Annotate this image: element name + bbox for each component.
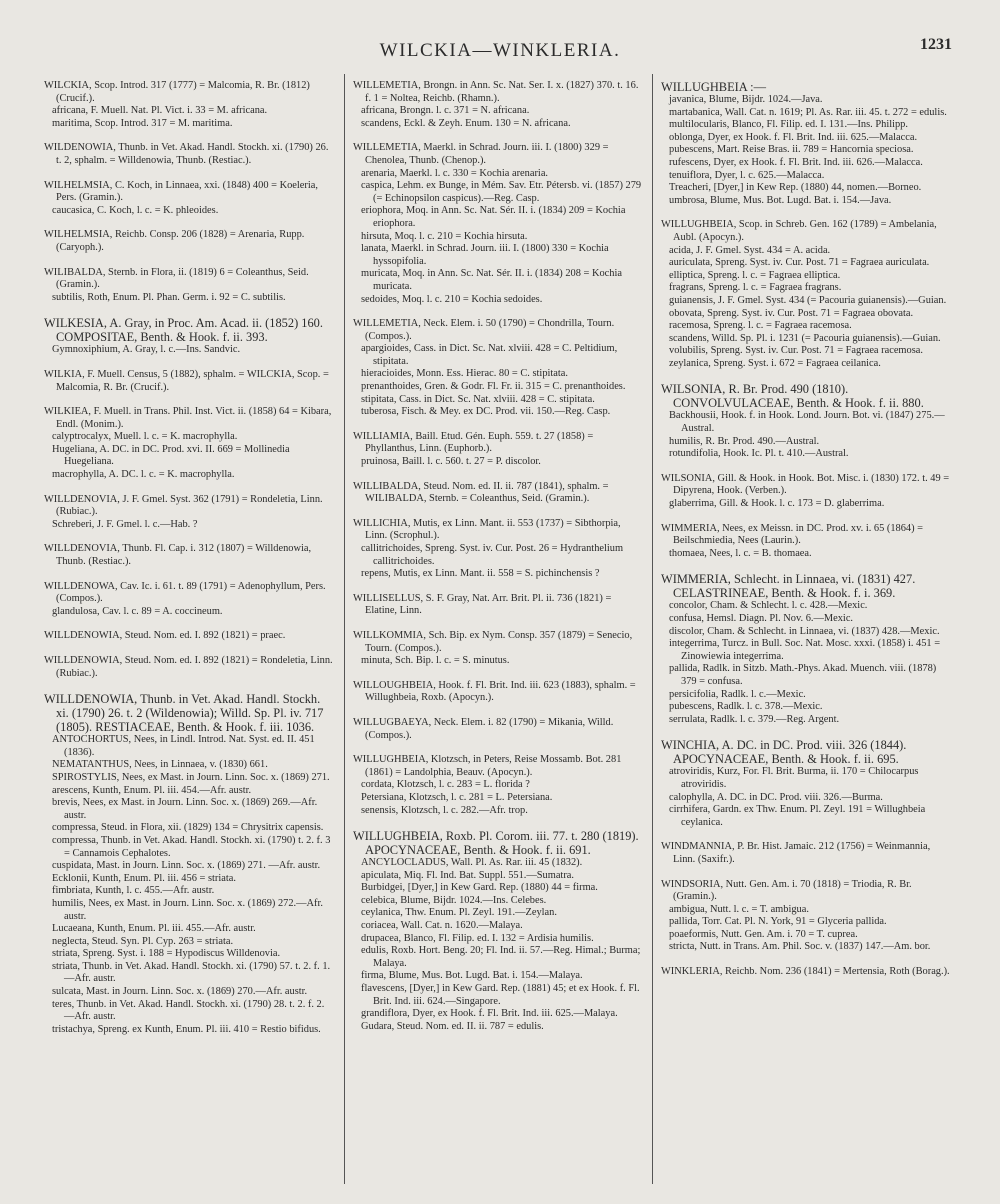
entry-sub-line: flavescens, [Dyer,] in Kew Gard. Rep. (1881) 45; et ex Hook. f. Fl. Brit. Ind. iii. 624.—Singapore. xyxy=(361,983,640,1007)
dictionary-entry xyxy=(353,318,642,419)
entry-sub-line: striata, Thunb. in Vet. Akad. Handl. Stockh. xi. (1790) 57. t. 2. f. 1.—Afr. austr. xyxy=(52,960,331,985)
entry-sub-line: zeylanica, Spreng. Syst. i. 672 = Fagraea ceilanica. xyxy=(669,357,881,369)
entry-sub-line: Treacheri, [Dyer,] in Kew Rep. (1880) 44, nomen.—Borneo. xyxy=(669,182,922,194)
entry-sub-line: pubescens, Radlk. l. c. 378.—Mexic. xyxy=(669,701,823,713)
entry-sub-line: apargioides, Cass. in Dict. Sc. Nat. xlviii. 428 = C. Peltidium, stipitata. xyxy=(361,343,618,367)
entry-headword-line: WILSONIA, Gill. & Hook. in Hook. Bot. Misc. i. (1830) 172. t. 49 = Dipyrena, Hook. (Verben.). xyxy=(661,472,950,497)
entry-sub-line: stricta, Nutt. in Trans. Am. Phil. Soc. v. (1837) 147.—Am. bor. xyxy=(669,941,931,953)
dictionary-entry xyxy=(661,473,950,511)
entry-sub-line: ANTOCHORTUS, Nees, in Lindl. Introd. Nat. Syst. ed. II. 451 (1836). xyxy=(52,734,315,758)
entry-sub-line: rotundifolia, Hook. Ic. Pl. t. 410.—Austral. xyxy=(669,448,849,460)
page-header xyxy=(0,34,1000,64)
dictionary-entry xyxy=(353,481,642,506)
entry-headword-line: WILCKIA, Scop. Introd. 317 (1777) = Malcomia, R. Br. (1812) (Crucif.). xyxy=(44,80,310,104)
entry-sub-line: firma, Blume, Mus. Bot. Lugd. Bat. i. 154.—Malaya. xyxy=(361,970,583,982)
entry-sub-line: minuta, Sch. Bip. l. c. = S. minutus. xyxy=(361,655,510,667)
entry-sub-line: tuberosa, Fisch. & Mey. ex DC. Prod. vii. 150.—Reg. Casp. xyxy=(361,406,611,418)
entry-sub-line: lanata, Maerkl. in Schrad. Journ. iii. I. (1800) 330 = Kochia hyssopifolia. xyxy=(361,243,609,267)
entry-sub-line: serrulata, Radlk. l. c. 379.—Reg. Argent. xyxy=(669,713,840,725)
entry-sub-line: caspica, Lehm. ex Bunge, in Mém. Sav. Etr. Pétersb. vi. (1857) 279 (= Echinopsilon caspicus).—Reg. Casp. xyxy=(361,180,642,204)
entry-sub-line: compressa, Steud. in Flora, xii. (1829) 134 = Chrysitrix capensis. xyxy=(52,822,324,834)
entry-sub-line: pruinosa, Baill. l. c. 560. t. 27 = P. discolor. xyxy=(361,456,541,468)
entry-sub-line: scandens, Eckl. & Zeyh. Enum. 130 = N. africana. xyxy=(361,117,571,129)
entry-sub-line: arescens, Kunth, Enum. Pl. iii. 454.—Afr. austr. xyxy=(52,784,252,796)
entry-sub-line: tristachya, Spreng. ex Kunth, Enum. Pl. iii. 410 = Restio bifidus. xyxy=(52,1023,321,1035)
entry-sub-line: cuspidata, Mast. in Journ. Linn. Soc. x. (1869) 271. —Afr. austr. xyxy=(52,860,321,872)
entry-sub-line: umbrosa, Blume, Mus. Bot. Lugd. Bat. i. 154.—Java. xyxy=(669,194,892,206)
entry-sub-line: scandens, Willd. Sp. Pl. i. 1231 (= Pacouria guianensis).—Guian. xyxy=(669,332,941,344)
entry-sub-line: Hugeliana, A. DC. in DC. Prod. xvi. II. 669 = Mollinedia Huegeliana. xyxy=(52,443,290,468)
dictionary-entry xyxy=(661,879,950,955)
entry-headword-line: WILLDENOWIA, Steud. Nom. ed. I. 892 (1821) = praec. xyxy=(44,630,286,642)
dictionary-entry xyxy=(661,841,950,866)
entry-sub-line: thomaea, Nees, l. c. = B. thomaea. xyxy=(669,547,812,559)
entry-sub-line: acida, J. F. Gmel. Syst. 434 = A. acida. xyxy=(669,244,831,256)
entry-sub-line: poaeformis, Nutt. Gen. Am. i. 70 = T. cuprea. xyxy=(669,928,858,940)
dictionary-entry xyxy=(661,219,950,370)
dictionary-entry xyxy=(44,543,334,568)
entry-sub-line: javanica, Blume, Bijdr. 1024.—Java. xyxy=(669,94,823,105)
entry-sub-line: hieracioides, Monn. Ess. Hierac. 80 = C. stipitata. xyxy=(361,368,568,380)
entry-sub-line: africana, F. Muell. Nat. Pl. Vict. i. 33 = M. africana. xyxy=(52,105,268,117)
entry-sub-line: pubescens, Mart. Reise Bras. ii. 789 = Hancornia speciosa. xyxy=(669,144,914,156)
entry-sub-line: subtilis, Roth, Enum. Pl. Phan. Germ. i. 92 = C. subtilis. xyxy=(52,291,286,303)
entry-sub-line: pallida, Torr. Cat. Pl. N. York, 91 = Glyceria pallida. xyxy=(669,916,887,928)
entry-sub-line: ceylanica, Thw. Enum. Pl. Zeyl. 191.—Zeylan. xyxy=(361,907,557,919)
entry-sub-line: ANCYLOCLADUS, Wall. Pl. As. Rar. iii. 45 (1832). xyxy=(361,857,583,869)
entry-headword-line: WILLDENOVIA, Thunb. Fl. Cap. i. 312 (1807) = Willdenowia, Thunb. (Restiac.). xyxy=(44,543,312,568)
page-number: 1231 xyxy=(920,36,952,53)
entry-sub-line: striata, Spreng. Syst. i. 188 = Hypodiscus Willdenovia. xyxy=(52,948,281,960)
dictionary-entry xyxy=(661,382,950,460)
entry-sub-line: Backhousii, Hook. f. in Hook. Lond. Journ. Bot. vi. (1847) 275.—Austral. xyxy=(669,410,945,435)
entry-sub-line: ambigua, Nutt. l. c. = T. ambigua. xyxy=(669,903,809,915)
column-left xyxy=(36,74,344,1184)
dictionary-entry xyxy=(353,518,642,581)
entry-headword-line: WILLUGBAEYA, Neck. Elem. i. 82 (1790) = Mikania, Willd. (Compos.). xyxy=(353,716,614,741)
entry-sub-line: muricata, Moq. in Ann. Sc. Nat. Sér. II. i. (1834) 208 = Kochia muricata. xyxy=(361,268,622,292)
entry-sub-line: glaberrima, Gill. & Hook. l. c. 173 = D. glaberrima. xyxy=(669,498,885,510)
entry-sub-line: auriculata, Spreng. Syst. iv. Cur. Post. 71 = Fagraea auriculata. xyxy=(669,257,930,269)
entry-sub-line: discolor, Cham. & Schlecht. in Linnaea, vi. (1837) 428.—Mexic. xyxy=(669,625,940,637)
entry-headword-line: WILLOUGHBEIA, Hook. f. Fl. Brit. Ind. iii. 623 (1883), sphalm. = Willughbeia, Roxb. (Apocyn.). xyxy=(353,679,636,704)
dictionary-entry xyxy=(353,754,642,817)
entry-sub-line: racemosa, Spreng. l. c. = Fagraea racemosa. xyxy=(669,320,852,332)
entry-sub-line: eriophora, Moq. in Ann. Sc. Nat. Sér. II. i. (1834) 209 = Kochia eriophora. xyxy=(361,205,626,229)
entry-sub-line: oblonga, Dyer, ex Hook. f. Fl. Brit. Ind. iii. 625.—Malacca. xyxy=(669,131,918,143)
entry-sub-line: apiculata, Miq. Fl. Ind. Bat. Suppl. 551.—Sumatra. xyxy=(361,869,574,881)
entry-headword-line: WILLUGHBEIA, Roxb. Pl. Corom. iii. 77. t. 280 (1819). APOCYNACEAE, Benth. & Hook. f. ii. 691. xyxy=(353,829,639,858)
entry-sub-line: glandulosa, Cav. l. c. 89 = A. coccineum. xyxy=(52,605,223,617)
entry-headword-line: WILLUGHBEIA, Klotzsch, in Peters, Reise Mossamb. Bot. 281 (1861) = Landolphia, Beauv. (Apocyn.). xyxy=(353,754,622,778)
entry-headword-line: WILLDENOVIA, J. F. Gmel. Syst. 362 (1791) = Rondeletia, Linn. (Rubiac.). xyxy=(44,493,323,518)
dictionary-entry xyxy=(44,142,334,167)
dictionary-entry xyxy=(44,369,334,394)
dictionary-entry xyxy=(661,523,950,561)
entry-headword-line: WILKIEA, F. Muell. in Trans. Phil. Inst. Vict. ii. (1858) 64 = Kibara, Endl. (Monim.). xyxy=(44,406,332,430)
entry-sub-line: obovata, Spreng. Syst. iv. Cur. Post. 71 = Fagraea obovata. xyxy=(669,307,914,319)
entry-headword-line: WILKESIA, A. Gray, in Proc. Am. Acad. ii. (1852) 160. COMPOSITAE, Benth. & Hook. f. ii. 393. xyxy=(44,316,323,345)
entry-headword-line: WINKLERIA, Reichb. Nom. 236 (1841) = Mertensia, Roth (Borag.). xyxy=(661,966,950,978)
entry-headword-line: WILLKOMMIA, Sch. Bip. ex Nym. Consp. 357 (1879) = Senecio, Tourn. (Compos.). xyxy=(353,629,633,654)
dictionary-entry xyxy=(661,966,950,979)
entry-sub-line: Ecklonii, Kunth, Enum. Pl. iii. 456 = striata. xyxy=(52,872,236,884)
entry-sub-line: rufescens, Dyer, ex Hook. f. Fl. Brit. Ind. iii. 626.—Malacca. xyxy=(669,156,923,168)
entry-sub-line: fimbriata, Kunth, l. c. 455.—Afr. austr. xyxy=(52,885,215,897)
entry-sub-line: pallida, Radlk. in Sitzb. Math.-Phys. Akad. Muench. viii. (1878) 379 = confusa. xyxy=(669,663,937,687)
entry-sub-line: cirrhifera, Gardn. ex Thw. Enum. Pl. Zeyl. 191 = Willughbeia ceylanica. xyxy=(669,804,926,828)
entry-sub-line: persicifolia, Radlk. l. c.—Mexic. xyxy=(669,688,806,700)
entry-headword-line: WILLDENOWIA, Thunb. in Vet. Akad. Handl. Stockh. xi. (1790) 26. t. 2 (Wildenowia); Willd. Sp. Pl. iv. 717 (1805). RESTIACEAE, Benth. & Hook. f. iii. 1036. xyxy=(44,692,324,735)
entry-headword-line: WILLUGHBEIA :— xyxy=(661,80,766,94)
entry-headword-line: WILLEMETIA, Neck. Elem. i. 50 (1790) = Chondrilla, Tourn. (Compos.). xyxy=(353,318,615,342)
dictionary-entry xyxy=(353,717,642,742)
entry-sub-line: Lucaeana, Kunth, Enum. Pl. iii. 455.—Afr. austr. xyxy=(52,923,256,935)
entry-headword-line: WILLIBALDA, Steud. Nom. ed. II. ii. 787 (1841), sphalm. = WILIBALDA, Sternb. = Coleanthus, Seid. (Gramin.). xyxy=(353,480,609,505)
entry-sub-line: celebica, Blume, Bijdr. 1024.—Ins. Celebes. xyxy=(361,894,547,906)
entry-sub-line: hirsuta, Moq. l. c. 210 = Kochia hirsuta. xyxy=(361,230,528,242)
entry-sub-line: concolor, Cham. & Schlecht. l. c. 428.—Mexic. xyxy=(669,600,868,612)
text-columns xyxy=(36,74,960,1184)
entry-sub-line: edulis, Roxb. Hort. Beng. 20; Fl. Ind. ii. 57.—Reg. Himal.; Burma; Malaya. xyxy=(361,945,641,969)
dictionary-entry xyxy=(44,267,334,305)
entry-headword-line: WILIBALDA, Sternb. in Flora, ii. (1819) 6 = Coleanthus, Seid. (Gramin.). xyxy=(44,266,309,291)
entry-headword-line: WILLDENOWIA, Steud. Nom. ed. I. 892 (1821) = Rondeletia, Linn. (Rubiac.). xyxy=(44,655,333,679)
entry-sub-line: calyptrocalyx, Muell. l. c. = K. macrophylla. xyxy=(52,431,238,443)
entry-sub-line: tenuiflora, Dyer, l. c. 625.—Malacca. xyxy=(669,169,825,181)
dictionary-entry xyxy=(661,572,950,726)
dictionary-entry xyxy=(44,406,334,482)
entry-sub-line: callitrichoides, Spreng. Syst. iv. Cur. Post. 26 = Hydranthelium callitrichoides. xyxy=(361,543,624,567)
running-title: WILCKIA—WINKLERIA. xyxy=(379,40,621,61)
entry-headword-line: WINDMANNIA, P. Br. Hist. Jamaic. 212 (1756) = Weinmannia, Linn. (Saxifr.). xyxy=(661,841,931,865)
dictionary-entry xyxy=(661,80,950,207)
dictionary-entry xyxy=(44,630,334,643)
entry-headword-line: WIMMERIA, Nees, ex Meissn. in DC. Prod. xv. i. 65 (1864) = Beilschmiedia, Nees (Laurin.). xyxy=(661,522,924,547)
entry-sub-line: brevis, Nees, ex Mast. in Journ. Linn. Soc. x. (1869) 269.—Afr. austr. xyxy=(52,797,318,821)
entry-headword-line: WILLDENOWA, Cav. Ic. i. 61. t. 89 (1791) = Adenophyllum, Pers. (Compos.). xyxy=(44,580,326,605)
entry-sub-line: caucasica, C. Koch, l. c. = K. phleoides. xyxy=(52,204,219,216)
entry-sub-line: humilis, R. Br. Prod. 490.—Austral. xyxy=(669,435,820,447)
entry-sub-line: Schreberi, J. F. Gmel. l. c.—Hab. ? xyxy=(52,518,198,530)
dictionary-entry xyxy=(44,229,334,254)
dictionary-entry xyxy=(353,829,642,1033)
entry-sub-line: integerrima, Turcz. in Bull. Soc. Nat. Mosc. xxxi. (1858) i. 451 = Zinowiewia integerrima. xyxy=(669,638,941,662)
entry-sub-line: neglecta, Steud. Syn. Pl. Cyp. 263 = striata. xyxy=(52,935,234,947)
entry-sub-line: guianensis, J. F. Gmel. Syst. 434 (= Pacouria guianensis).—Guian. xyxy=(669,294,947,306)
entry-sub-line: compressa, Thunb. in Vet. Akad. Handl. Stockh. xi. (1790) t. 2. f. 3 = Cannamois Cephalotes. xyxy=(52,834,331,859)
column-middle xyxy=(344,74,652,1184)
entry-headword-line: WINDSORIA, Nutt. Gen. Am. i. 70 (1818) = Triodia, R. Br. (Gramin.). xyxy=(661,878,912,903)
dictionary-entry xyxy=(353,80,642,130)
dictionary-entry xyxy=(44,316,334,357)
entry-sub-line: elliptica, Spreng. l. c. = Fagraea elliptica. xyxy=(669,269,841,281)
dictionary-entry xyxy=(353,593,642,618)
entry-sub-line: Gymnoxiphium, A. Gray, l. c.—Ins. Sandvic. xyxy=(52,344,241,356)
entry-sub-line: grandiflora, Dyer, ex Hook. f. Fl. Brit. Ind. iii. 625.—Malaya. xyxy=(361,1008,618,1020)
entry-headword-line: WILLUGHBEIA, Scop. in Schreb. Gen. 162 (1789) = Ambelania, Aubl. (Apocyn.). xyxy=(661,219,937,243)
dictionary-entry xyxy=(661,738,950,829)
entry-headword-line: WILLISELLUS, S. F. Gray, Nat. Arr. Brit. Pl. ii. 736 (1821) = Elatine, Linn. xyxy=(353,592,612,617)
dictionary-entry xyxy=(44,494,334,532)
entry-headword-line: WIMMERIA, Schlecht. in Linnaea, vi. (1831) 427. CELASTRINEAE, Benth. & Hook. f. i. 369. xyxy=(661,572,916,601)
entry-headword-line: WILKIA, F. Muell. Census, 5 (1882), sphalm. = WILCKIA, Scop. = Malcomia, R. Br. (Crucif.). xyxy=(44,368,329,393)
entry-sub-line: drupacea, Blanco, Fl. Filip. ed. I. 132 = Ardisia humilis. xyxy=(361,932,594,944)
column-right xyxy=(652,74,960,1184)
dictionary-entry xyxy=(353,630,642,668)
entry-sub-line: arenaria, Maerkl. l. c. 330 = Kochia arenaria. xyxy=(361,167,549,179)
entry-sub-line: stipitata, Cass. in Dict. Sc. Nat. xlviii. 428 = C. stipitata. xyxy=(361,393,595,405)
entry-sub-line: NEMATANTHUS, Nees, in Linnaea, v. (1830) 661. xyxy=(52,759,268,771)
entry-sub-line: sulcata, Mast. in Journ. Linn. Soc. x. (1869) 270.—Afr. austr. xyxy=(52,986,308,998)
entry-sub-line: senensis, Klotzsch, l. c. 282.—Afr. trop. xyxy=(361,804,528,816)
entry-sub-line: SPIROSTYLIS, Nees, ex Mast. in Journ. Linn. Soc. x. (1869) 271. xyxy=(52,771,330,783)
dictionary-entry xyxy=(44,581,334,619)
entry-sub-line: volubilis, Spreng. Syst. iv. Cur. Post. 71 = Fagraea racemosa. xyxy=(669,345,923,357)
entry-sub-line: calophylla, A. DC. in DC. Prod. viii. 326.—Burma. xyxy=(669,791,883,803)
entry-headword-line: WILHELMSIA, C. Koch, in Linnaea, xxi. (1848) 400 = Koeleria, Pers. (Gramin.). xyxy=(44,179,318,204)
entry-headword-line: WILLEMETIA, Maerkl. in Schrad. Journ. iii. I. (1800) 329 = Chenolea, Thunb. (Chenop.). xyxy=(353,142,609,166)
entry-sub-line: confusa, Hemsl. Diagn. Pl. Nov. 6.—Mexic. xyxy=(669,613,854,624)
entry-sub-line: coriacea, Wall. Cat. n. 1620.—Malaya. xyxy=(361,920,523,932)
dictionary-entry xyxy=(353,431,642,469)
entry-sub-line: macrophylla, A. DC. l. c. = K. macrophylla. xyxy=(52,469,235,481)
dictionary-entry xyxy=(353,680,642,705)
entry-sub-line: cordata, Klotzsch, l. c. 283 = L. florida ? xyxy=(361,779,530,791)
entry-sub-line: sedoides, Moq. l. c. 210 = Kochia sedoides. xyxy=(361,293,543,305)
dictionary-entry xyxy=(353,142,642,306)
entry-sub-line: africana, Brongn. l. c. 371 = N. africana. xyxy=(361,105,530,117)
dictionary-entry xyxy=(44,692,334,1036)
entry-sub-line: repens, Mutis, ex Linn. Mant. ii. 558 = S. pichinchensis ? xyxy=(361,568,600,580)
entry-headword-line: WINCHIA, A. DC. in DC. Prod. viii. 326 (1844). APOCYNACEAE, Benth. & Hook. f. ii. 695. xyxy=(661,738,907,767)
entry-sub-line: maritima, Scop. Introd. 317 = M. maritima. xyxy=(52,117,233,129)
dictionary-entry xyxy=(44,655,334,680)
entry-sub-line: atroviridis, Kurz, For. Fl. Brit. Burma, ii. 170 = Chilocarpus atroviridis. xyxy=(669,766,919,790)
dictionary-entry xyxy=(44,180,334,218)
entry-sub-line: multilocularis, Blanco, Fl. Filip. ed. I. 131.—Ins. Philipp. xyxy=(669,119,908,131)
entry-headword-line: WILLIAMIA, Baill. Etud. Gén. Euph. 559. t. 27 (1858) = Phyllanthus, Linn. (Euphorb.). xyxy=(353,430,594,455)
entry-sub-line: fragrans, Spreng. l. c. = Fagraea fragrans. xyxy=(669,282,842,294)
entry-headword-line: WILDENOWIA, Thunb. in Vet. Akad. Handl. Stockh. xi. (1790) 26. t. 2, sphalm. = Willdenowia, Thunb. (Restiac.). xyxy=(44,142,329,166)
dictionary-entry xyxy=(44,80,334,130)
entry-headword-line: WILLEMETIA, Brongn. in Ann. Sc. Nat. Ser. I. x. (1827) 370. t. 16. f. 1 = Noltea, Reichb. (Rhamn.). xyxy=(353,80,639,104)
entry-sub-line: Petersiana, Klotzsch, l. c. 281 = L. Petersiana. xyxy=(361,791,553,803)
entry-sub-line: prenanthoides, Gren. & Godr. Fl. Fr. ii. 315 = C. prenanthoides. xyxy=(361,381,626,393)
entry-sub-line: Gudara, Steud. Nom. ed. II. ii. 787 = edulis. xyxy=(361,1020,544,1032)
entry-headword-line: WILSONIA, R. Br. Prod. 490 (1810). CONVOLVULACEAE, Benth. & Hook. f. ii. 880. xyxy=(661,382,924,411)
entry-sub-line: humilis, Nees, ex Mast. in Journ. Linn. Soc. x. (1869) 272.—Afr. austr. xyxy=(52,897,323,922)
entry-sub-line: teres, Thunb. in Vet. Akad. Handl. Stockh. xi. (1790) 28. t. 2. f. 2.—Afr. austr. xyxy=(52,998,325,1023)
entry-sub-line: Burbidgei, [Dyer,] in Kew Gard. Rep. (1880) 44 = firma. xyxy=(361,882,598,894)
entry-headword-line: WILLICHIA, Mutis, ex Linn. Mant. ii. 553 (1737) = Sibthorpia, Linn. (Scrophul.). xyxy=(353,517,621,542)
entry-sub-line: martabanica, Wall. Cat. n. 1619; Pl. As. Rar. iii. 45. t. 272 = edulis. xyxy=(669,106,947,118)
entry-headword-line: WILHELMSIA, Reichb. Consp. 206 (1828) = Arenaria, Rupp. (Caryoph.). xyxy=(44,229,305,253)
